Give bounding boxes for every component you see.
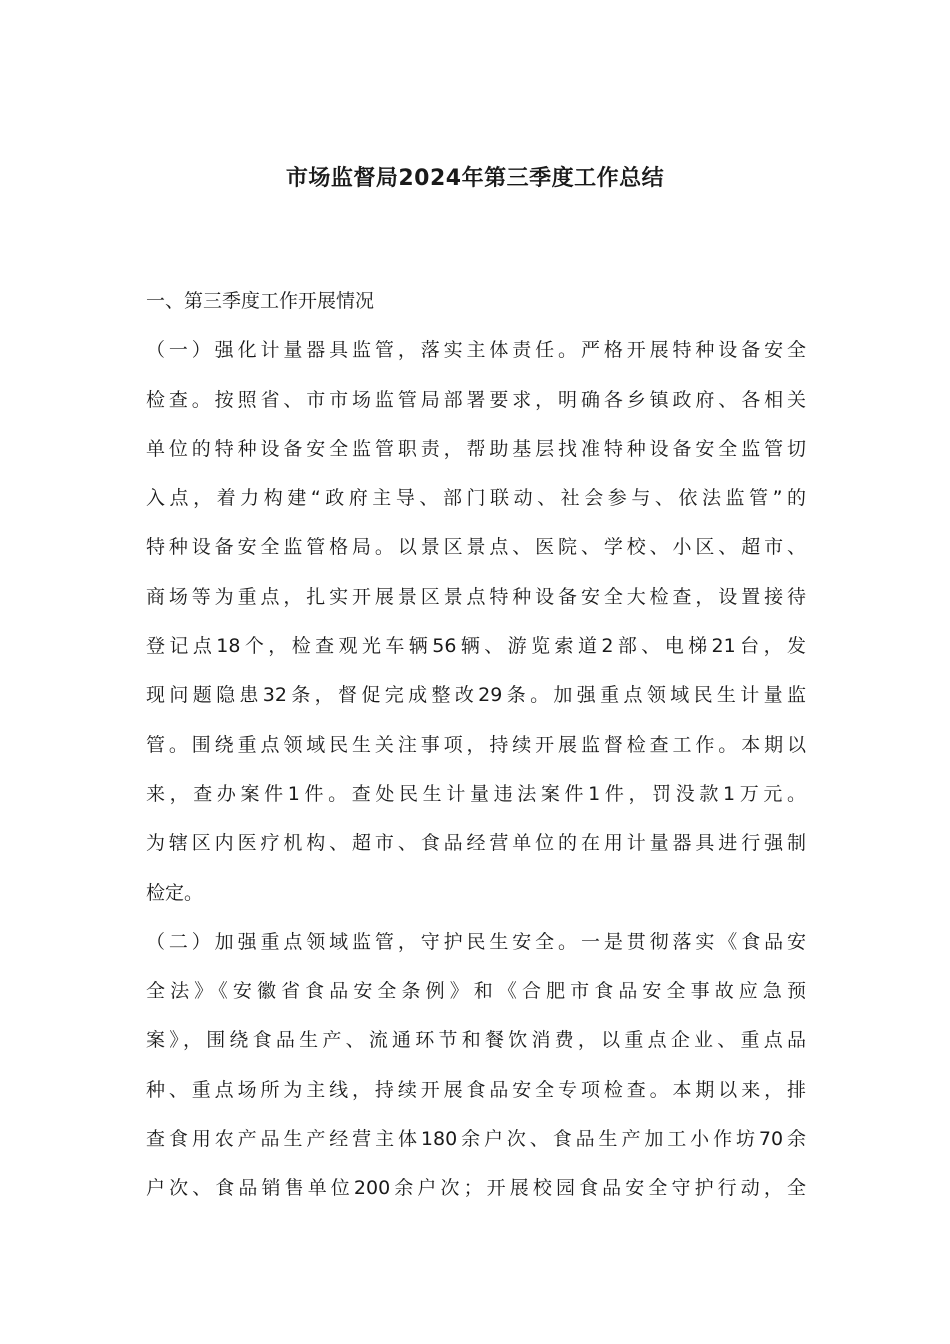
paragraph-line: （一）强化计量器具监管，落实主体责任。严格开展特种设备安全 (146, 339, 806, 362)
paragraph-line: 来，查办案件1件。查处民生计量违法案件1件，罚没款1万元。 (146, 782, 806, 805)
paragraph-line: 检定。 (146, 881, 204, 904)
paragraph-line: （二）加强重点领域监管，守护民生安全。一是贯彻落实《食品安 (146, 930, 806, 953)
section-heading: 一、第三季度工作开展情况 (146, 290, 375, 312)
paragraph-line: 特种设备安全监管格局。以景区景点、医院、学校、小区、超市、 (146, 536, 806, 559)
paragraph-line: 案》，围绕食品生产、流通环节和餐饮消费，以重点企业、重点品 (146, 1029, 806, 1052)
paragraph-line: 检查。按照省、市市场监管局部署要求，明确各乡镇政府、各相关 (146, 388, 806, 411)
paragraph-line: 全法》《安徽省食品安全条例》和《合肥市食品安全事故应急预 (146, 980, 806, 1003)
paragraph-line: 商场等为重点，扎实开展景区景点特种设备安全大检查，设置接待 (146, 585, 806, 608)
paragraph-line: 入点，着力构建“政府主导、部门联动、社会参与、依法监管”的 (146, 487, 806, 510)
paragraph-line: 户次、食品销售单位200余户次；开展校园食品安全守护行动，全 (146, 1177, 806, 1200)
paragraph-line: 查食用农产品生产经营主体180余户次、食品生产加工小作坊70余 (146, 1128, 806, 1151)
paragraph-line: 单位的特种设备安全监管职责，帮助基层找准特种设备安全监管切 (146, 437, 806, 460)
paragraph-line: 为辖区内医疗机构、超市、食品经营单位的在用计量器具进行强制 (146, 832, 806, 855)
document-body (146, 284, 806, 1221)
paragraph-line: 管。围绕重点领域民生关注事项，持续开展监督检查工作。本期以 (146, 733, 806, 756)
paragraph-line: 种、重点场所为主线，持续开展食品安全专项检查。本期以来，排 (146, 1078, 806, 1101)
document-title: 市场监督局2024年第三季度工作总结 (285, 166, 665, 191)
paragraph-line: 登记点18个，检查观光车辆56辆、游览索道2部、电梯21台，发 (146, 635, 806, 658)
paragraph-line: 现问题隐患32条，督促完成整改29条。加强重点领域民生计量监 (146, 684, 806, 707)
